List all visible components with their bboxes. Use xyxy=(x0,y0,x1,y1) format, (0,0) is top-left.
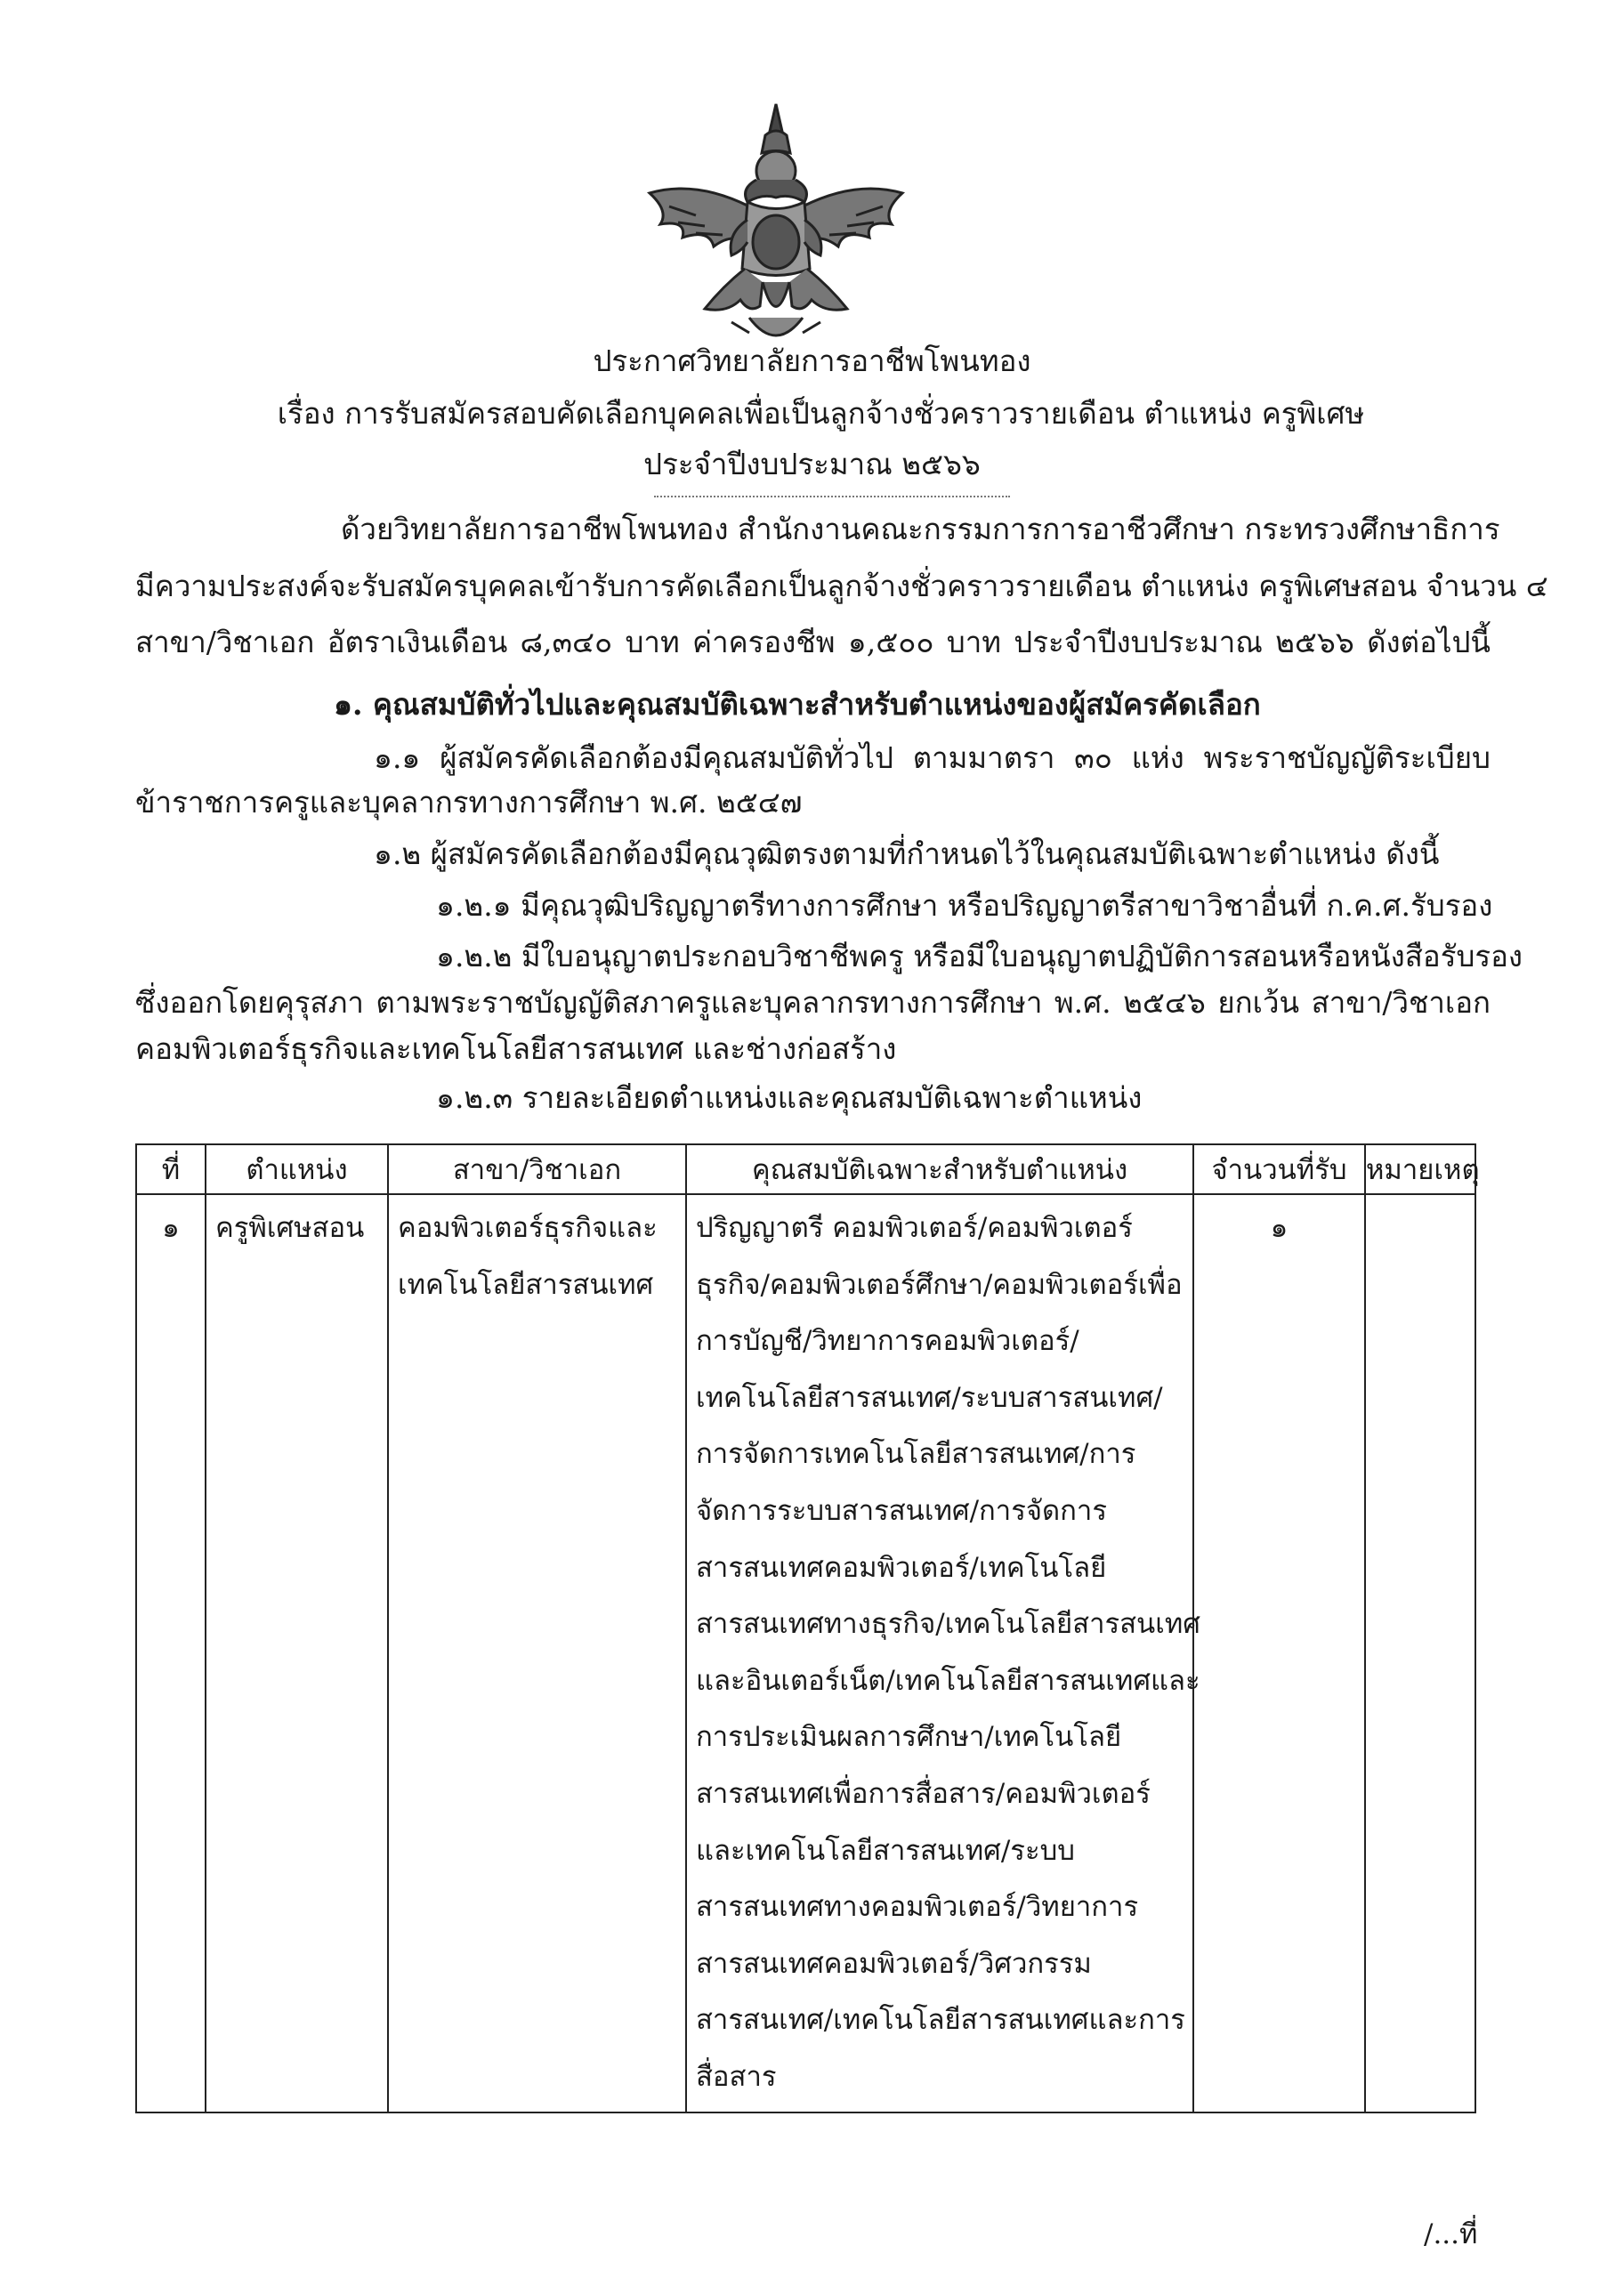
clause-1-1-line-2: ข้าราชการครูและบุคลากรทางการศึกษา พ.ศ. ๒๕๔๗ xyxy=(135,785,803,820)
continuation-marker: /...ที่ xyxy=(1424,2218,1478,2250)
clause-1-2-1: ๑.๒.๑ มีคุณวุฒิปริญญาตรีทางการศึกษา หรือปริญญาตรีสาขาวิชาอื่นที่ ก.ค.ศ.รับรอง xyxy=(436,888,1493,923)
header-remark: หมายเหตุ xyxy=(1365,1144,1475,1194)
qualification-line: การประเมินผลการศึกษา/เทคโนโลยี xyxy=(696,1721,1122,1754)
header-major: สาขา/วิชาเอก xyxy=(388,1144,686,1194)
clause-1-2-2-line-2: ซึ่งออกโดยคุรุสภา ตามพระราชบัญญัติสภาครูและบุคลากรทางการศึกษา พ.ศ. ๒๕๔๖ ยกเว้น สาขา/วิชาเอก xyxy=(135,985,1491,1020)
major-line: เทคโนโลยีสารสนเทศ xyxy=(398,1268,654,1301)
clause-1-2-3: ๑.๒.๓ รายละเอียดตำแหน่งและคุณสมบัติเฉพาะตำแหน่ง xyxy=(436,1080,1143,1115)
announcement-title: ประกาศวิทยาลัยการอาชีพโพนทอง xyxy=(593,343,1031,378)
clause-1-2: ๑.๒ ผู้สมัครคัดเลือกต้องมีคุณวุฒิตรงตามที่กำหนดไว้ในคุณสมบัติเฉพาะตำแหน่ง ดังนี้ xyxy=(374,836,1440,871)
qualification-line: และอินเตอร์เน็ต/เทคโนโลยีสารสนเทศและ xyxy=(696,1664,1200,1697)
qualification-line: เทคโนโลยีสารสนเทศ/ระบบสารสนเทศ/ xyxy=(696,1381,1163,1414)
header-no: ที่ xyxy=(136,1144,206,1194)
cell-position: ครูพิเศษสอน xyxy=(206,1194,388,2112)
header-count: จำนวนที่รับ xyxy=(1193,1144,1365,1194)
announcement-subject: เรื่อง การรับสมัครสอบคัดเลือกบุคคลเพื่อเป็นลูกจ้างชั่วคราวรายเดือน ตำแหน่ง ครูพิเศษ xyxy=(277,396,1365,431)
qualification-line: การจัดการเทคโนโลยีสารสนเทศ/การ xyxy=(696,1438,1136,1471)
qualification-line: สารสนเทศคอมพิวเตอร์/วิศวกรรม xyxy=(696,1947,1092,1980)
qualification-line: สารสนเทศคอมพิวเตอร์/เทคโนโลยี xyxy=(696,1551,1107,1584)
qualification-line: สารสนเทศเพื่อการสื่อสาร/คอมพิวเตอร์ xyxy=(696,1777,1151,1810)
cell-no: ๑ xyxy=(136,1194,206,2112)
cell-remark xyxy=(1365,1194,1475,2112)
qualification-line: สารสนเทศทางคอมพิวเตอร์/วิทยาการ xyxy=(696,1891,1139,1924)
qualification-line: สารสนเทศทางธุรกิจ/เทคโนโลยีสารสนเทศ xyxy=(696,1608,1200,1641)
qualification-line: จัดการระบบสารสนเทศ/การจัดการ xyxy=(696,1494,1107,1527)
qualification-line: ธุรกิจ/คอมพิวเตอร์ศึกษา/คอมพิวเตอร์เพื่อ xyxy=(696,1268,1183,1301)
fiscal-year-line: ประจำปีงบประมาณ ๒๕๖๖ xyxy=(643,447,981,481)
table-header-row xyxy=(136,1144,1475,1194)
qualification-line: และเทคโนโลยีสารสนเทศ/ระบบ xyxy=(696,1834,1075,1867)
table-row xyxy=(136,1194,1475,2112)
intro-line-1: ด้วยวิทยาลัยการอาชีพโพนทอง สำนักงานคณะกรรมการการอาชีวศึกษา กระทรวงศึกษาธิการ xyxy=(341,512,1500,546)
clause-1-2-2-line-1: ๑.๒.๒ มีใบอนุญาตประกอบวิชาชีพครู หรือมีใบอนุญาตปฏิบัติการสอนหรือหนังสือรับรอง xyxy=(436,939,1523,973)
cell-major xyxy=(388,1194,686,2112)
qualification-line: สารสนเทศ/เทคโนโลยีสารสนเทศและการ xyxy=(696,2004,1185,2037)
title-divider xyxy=(654,496,1010,497)
garuda-emblem xyxy=(642,100,909,353)
cell-count: ๑ xyxy=(1193,1194,1365,2112)
header-qualification: คุณสมบัติเฉพาะสำหรับตำแหน่ง xyxy=(686,1144,1193,1194)
section-1-heading: ๑. คุณสมบัติทั่วไปและคุณสมบัติเฉพาะสำหรับตำแหน่งของผู้สมัครคัดเลือก xyxy=(334,687,1261,722)
intro-line-2: มีความประสงค์จะรับสมัครบุคคลเข้ารับการคัดเลือกเป็นลูกจ้างชั่วคราวรายเดือน ตำแหน่ง ครูพิเศษสอน จำนวน ๔ xyxy=(135,569,1548,603)
clause-1-1-line-1: ๑.๑ ผู้สมัครคัดเลือกต้องมีคุณสมบัติทั่วไป ตามมาตรา ๓๐ แห่ง พระราชบัญญัติระเบียบ xyxy=(374,740,1491,775)
intro-line-3: สาขา/วิชาเอก อัตราเงินเดือน ๘,๓๔๐ บาท ค่าครองชีพ ๑,๕๐๐ บาท ประจำปีงบประมาณ ๒๕๖๖ ดังต่อไปนี้ xyxy=(135,625,1491,659)
qualification-line: สื่อสาร xyxy=(696,2060,777,2093)
cell-qualification xyxy=(686,1194,1200,2112)
major-line: คอมพิวเตอร์ธุรกิจและ xyxy=(398,1212,658,1244)
qualification-table xyxy=(135,1143,1480,2113)
header-position: ตำแหน่ง xyxy=(206,1144,388,1194)
qualification-line: การบัญชี/วิทยาการคอมพิวเตอร์/ xyxy=(696,1325,1079,1358)
qualification-line: ปริญญาตรี คอมพิวเตอร์/คอมพิวเตอร์ xyxy=(696,1212,1133,1244)
clause-1-2-2-line-3: คอมพิวเตอร์ธุรกิจและเทคโนโลยีสารสนเทศ และช่างก่อสร้าง xyxy=(135,1031,897,1066)
